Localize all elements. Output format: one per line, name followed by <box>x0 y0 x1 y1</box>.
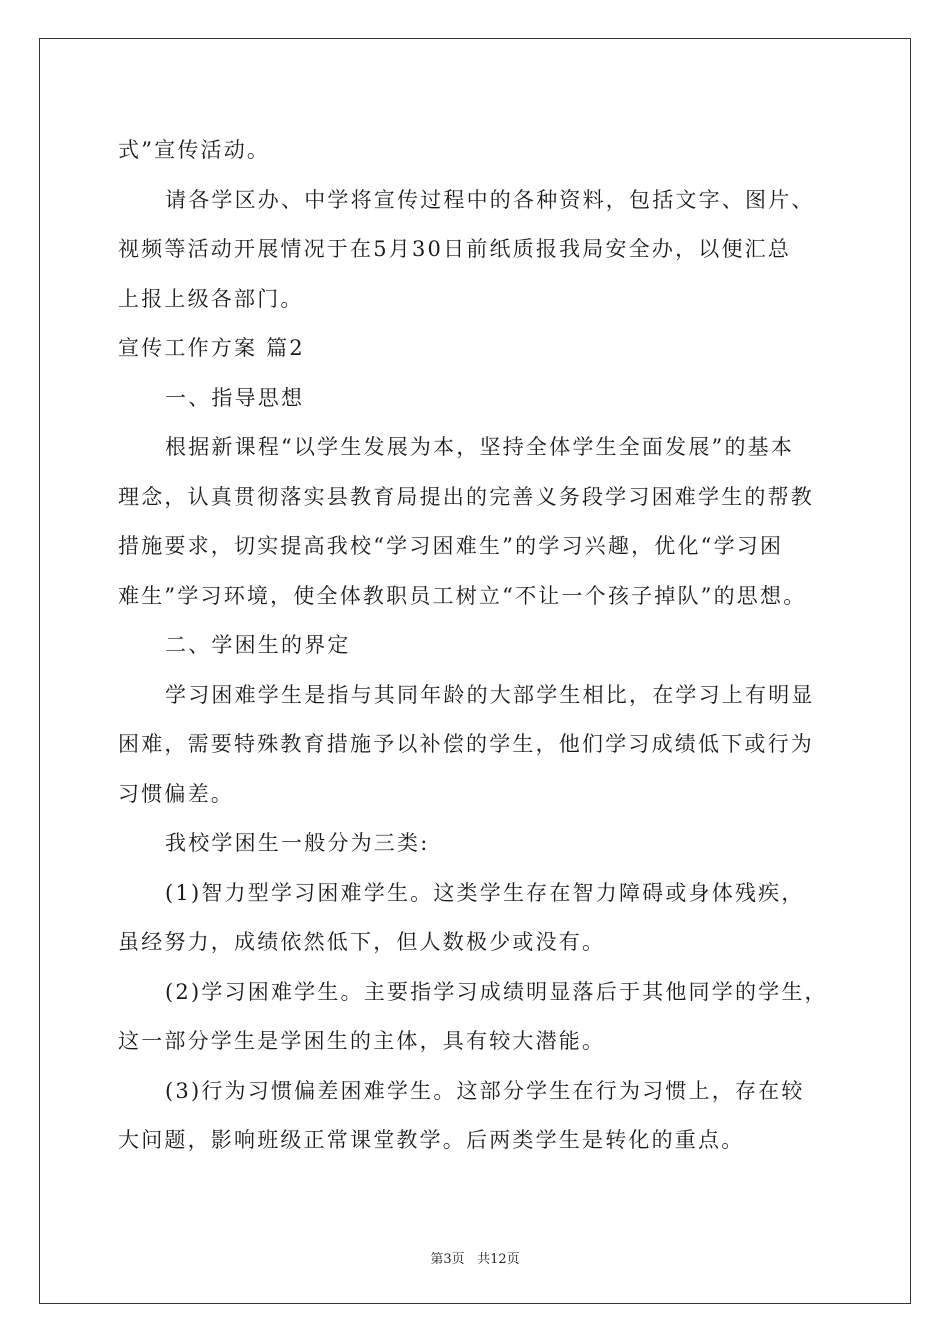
document-body <box>118 126 838 1166</box>
text-line: 这一部分学生是学困生的主体，具有较大潜能。 <box>118 1029 606 1053</box>
text-line: 学习困难学生是指与其同年龄的大部学生相比，在学习上有明显 <box>165 682 815 707</box>
text-line: 视频等活动开展情况于在5月30日前纸质报我局安全办，以便汇总 <box>118 237 792 261</box>
text-line: 难生”学习环境，使全体教职员工树立“不让一个孩子掉队”的思想。 <box>118 583 807 608</box>
text-line: 大问题，影响班级正常课堂教学。后两类学生是转化的重点。 <box>118 1128 745 1152</box>
subsection-heading: 二、学困生的界定 <box>165 633 351 657</box>
text-line: 上报上级各部门。 <box>118 286 304 311</box>
text-line: (2)学习困难学生。主要指学习成绩明显落后于其他同学的学生， <box>165 979 828 1004</box>
text-line: (1)智力型学习困难学生。这类学生存在智力障碍或身体残疾， <box>165 880 805 905</box>
text-line: 困难，需要特殊教育措施予以补偿的学生，他们学习成绩低下或行为 <box>118 732 814 756</box>
subsection-heading: 一、指导思想 <box>165 385 305 410</box>
text-line: 式”宣传活动。 <box>118 138 271 162</box>
page-total: 共12页 <box>477 1252 520 1267</box>
text-line: 措施要求，切实提高我校“学习困难生”的学习兴趣，优化“学习困 <box>118 534 784 558</box>
text-line: 请各学区办、中学将宣传过程中的各种资料，包括文字、图片、 <box>165 187 815 212</box>
text-line: 我校学困生一般分为三类: <box>165 831 430 855</box>
text-line: 虽经努力，成绩依然低下，但人数极少或没有。 <box>118 930 606 954</box>
text-line: 习惯偏差。 <box>118 781 234 806</box>
text-line: 理念，认真贯彻落实县教育局提出的完善义务段学习困难学生的帮教 <box>118 484 814 509</box>
page-number: 第3页 <box>430 1252 465 1267</box>
text-line: (3)行为习惯偏差困难学生。这部分学生在行为习惯上，存在较 <box>165 1078 805 1103</box>
section-heading: 宣传工作方案 篇2 <box>118 336 305 360</box>
text-line: 根据新课程“以学生发展为本，坚持全体学生全面发展”的基本 <box>165 435 795 459</box>
page-footer <box>0 1248 950 1267</box>
